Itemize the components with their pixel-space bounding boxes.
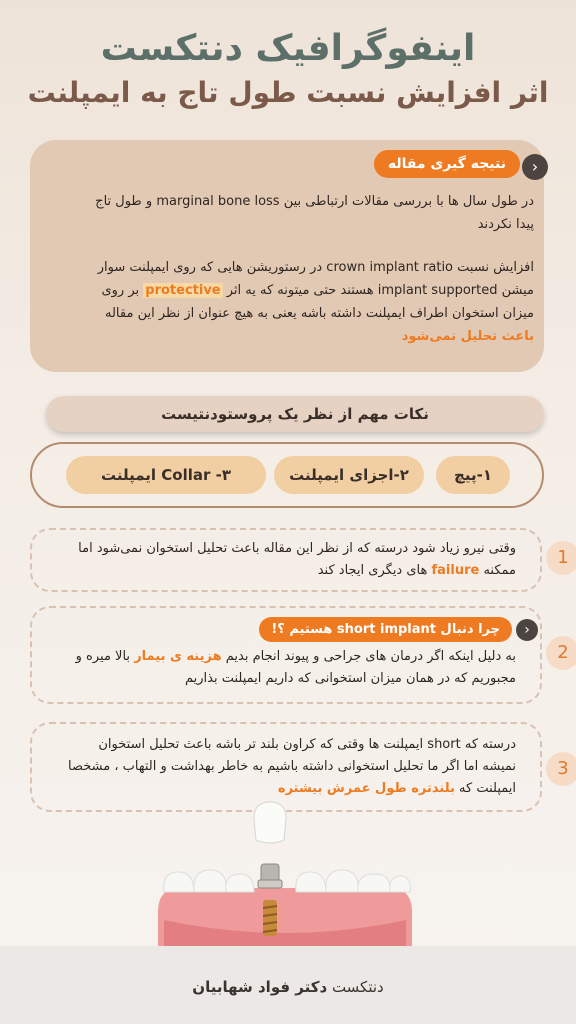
tooth-shape [164, 872, 194, 892]
conclusion-text: میشن implant supported هستند حتی میتونه که یه اثر [222, 283, 534, 298]
conclusion-line: پیدا نکردند [477, 217, 534, 232]
tooth-shape [194, 870, 226, 892]
footer-brand: دنتکست [331, 978, 384, 996]
page-subtitle: اثر افزایش نسبت طول تاج به ایمپلنت [27, 76, 549, 109]
item-line: نمیشه اما اگر ما تحلیل استخوانی داشته باشیم به خاطر بهداشت و التهاب ، مشخصا [68, 759, 516, 774]
item-text: به دلیل اینکه اگر درمان های جراحی و پیوند انجام بدیم [221, 649, 516, 664]
item-line [46, 778, 516, 800]
crown-shape [254, 802, 286, 843]
tooth-implant-illustration [150, 800, 420, 950]
item-line [46, 646, 516, 668]
tooth-shape [390, 876, 411, 892]
patient-cost-highlight: هزینه ی بیمار [134, 649, 222, 664]
failure-highlight: failure [431, 563, 480, 578]
pill-implant-parts: ۲-اجزای ایمپلنت [274, 456, 424, 494]
item-line: مجبوریم که در همان میزان استخوانی که داریم ایمپلنت بذاریم [184, 671, 516, 686]
protective-highlight: protective [145, 283, 221, 298]
page-title: اینفوگرافیک دنتکست [100, 28, 476, 69]
conclusion-line [44, 279, 534, 302]
pill-screw: ۱-پیچ [436, 456, 510, 494]
tooth-shape [296, 872, 326, 892]
tooth-shape [226, 874, 254, 892]
item-text-3 [46, 734, 516, 800]
conclusion-text: بر روی [101, 283, 144, 298]
footer-author: دکتر فواد شهابیان [192, 978, 328, 996]
points-header: نکات مهم از نظر یک پروستودنتیست [46, 396, 544, 432]
tooth-shape [326, 870, 358, 892]
conclusion-line: افزایش نسبت crown implant ratio در رستوریشن هایی که روی ایمپلنت سوار [97, 260, 534, 275]
conclusion-line: در طول سال ها با بررسی مقالات ارتباطی بین marginal bone loss و طول تاج [95, 194, 534, 209]
item-text-2 [46, 646, 516, 690]
item-text: ممکنه [479, 563, 516, 578]
item-text: های دیگری ایجاد کند [317, 563, 432, 578]
item-text: ایمپلنت که [454, 781, 516, 796]
item-line: درسته که short ایمپلنت ها وقتی که کراون بلند تر باشه باعث تحلیل استخوان [98, 737, 516, 752]
conclusion-paragraph-1 [44, 190, 534, 236]
item-text: بالا میره و [75, 649, 135, 664]
no-resorption-highlight: باعث تحلیل نمی‌شود [401, 329, 534, 344]
pill-implant-collar: ۳- Collar ایمپلنت [66, 456, 266, 494]
conclusion-paragraph-2 [44, 256, 534, 348]
item-number-3: 3 [546, 752, 576, 786]
abutment-collar-shape [258, 880, 282, 888]
longer-life-highlight: بلندتره طول عمرش بیشتره [277, 781, 455, 796]
item-text-1 [46, 538, 516, 582]
chevron-left-icon[interactable]: ‹ [522, 154, 548, 180]
short-implant-tag: چرا دنبال short implant هستیم ؟! [259, 617, 512, 642]
item-number-2: 2 [546, 636, 576, 670]
chevron-left-icon[interactable]: ‹ [516, 619, 538, 641]
conclusion-tag: نتیجه گیری مقاله [374, 150, 520, 178]
item-line: وقتی نیرو زیاد شود درسته که از نظر این مقاله باعث تحلیل استخوان نمی‌شود اما [78, 541, 516, 556]
tooth-shape [358, 874, 390, 892]
conclusion-line: میزان استخوان اطراف ایمپلنت داشته باشه یعنی به هیچ عنوان از نظر این مقاله [105, 306, 534, 321]
item-number-1: 1 [546, 541, 576, 575]
item-line [46, 560, 516, 582]
footer [0, 978, 576, 996]
